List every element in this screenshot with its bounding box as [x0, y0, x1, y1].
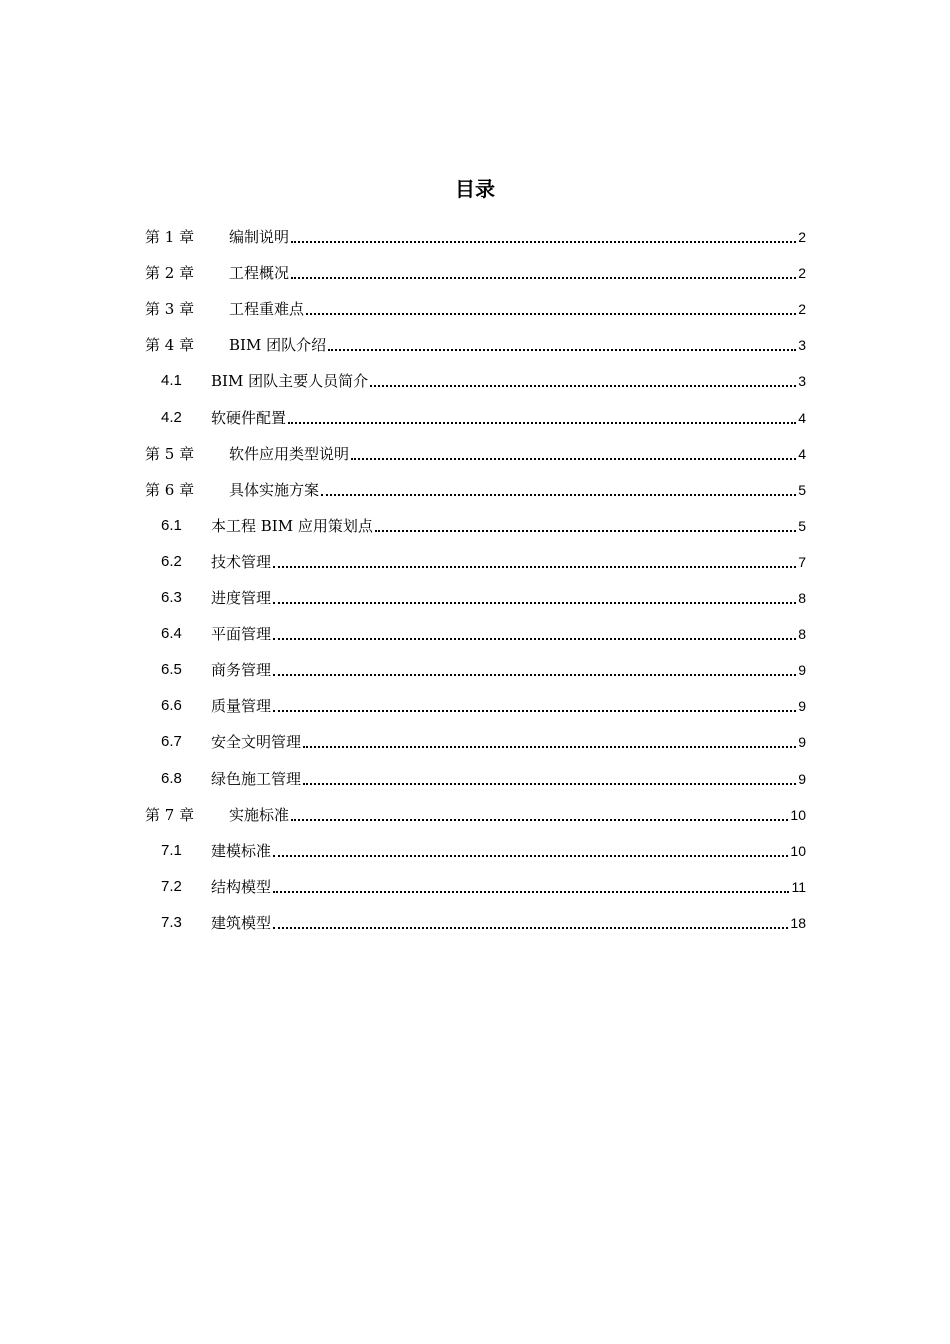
- toc-entry-number: 第 1 章: [145, 228, 195, 247]
- toc-entry-page: 3: [798, 337, 806, 354]
- toc-dot-leader: [273, 710, 796, 712]
- toc-list: [145, 211, 806, 933]
- toc-entry[interactable]: [145, 572, 806, 608]
- toc-entry-number: 7.1: [161, 841, 182, 859]
- toc-entry-page: 8: [798, 626, 806, 643]
- toc-entry-title: 软硬件配置: [211, 408, 287, 427]
- toc-dot-leader: [321, 494, 796, 496]
- toc-entry-page: 10: [790, 842, 806, 859]
- toc-entry-page: 5: [798, 517, 806, 534]
- toc-dot-leader: [291, 819, 788, 821]
- toc-entry-page: 9: [798, 698, 806, 715]
- toc-entry-title: 结构模型: [211, 877, 272, 896]
- toc-entry-number: 第 6 章: [145, 480, 195, 499]
- toc-entry-number: 6.2: [161, 552, 182, 570]
- toc-dot-leader: [370, 385, 796, 387]
- toc-entry[interactable]: [145, 680, 806, 716]
- toc-entry-page: 4: [798, 445, 806, 462]
- toc-dot-leader: [288, 422, 796, 424]
- toc-entry-page: 18: [790, 914, 806, 931]
- toc-entry[interactable]: [145, 211, 806, 247]
- toc-entry[interactable]: [145, 536, 806, 572]
- toc-entry[interactable]: [145, 897, 806, 933]
- toc-entry-title: 实施标准: [229, 805, 290, 824]
- toc-entry-title: 绿色施工管理: [211, 769, 302, 788]
- toc-entry-title: 建筑模型: [211, 913, 272, 932]
- toc-entry-number: 第 7 章: [145, 805, 195, 824]
- toc-title: 目录: [455, 177, 495, 201]
- toc-entry-title: 平面管理: [211, 625, 272, 644]
- toc-entry-number: 6.7: [161, 733, 182, 751]
- toc-entry[interactable]: [145, 319, 806, 355]
- toc-entry-page: 5: [798, 481, 806, 498]
- toc-entry[interactable]: [145, 355, 806, 391]
- toc-entry[interactable]: [145, 644, 806, 680]
- toc-dot-leader: [291, 277, 796, 279]
- toc-entry-title: 软件应用类型说明: [229, 444, 350, 463]
- toc-entry-number: 4.2: [161, 408, 182, 426]
- toc-entry-title: 质量管理: [211, 697, 272, 716]
- toc-dot-leader: [375, 530, 796, 532]
- toc-entry[interactable]: [145, 861, 806, 897]
- toc-entry-page: 9: [798, 770, 806, 787]
- toc-dot-leader: [273, 855, 788, 857]
- toc-entry-title: 商务管理: [211, 661, 272, 680]
- toc-entry-page: 2: [798, 229, 806, 246]
- toc-entry-page: 2: [798, 301, 806, 318]
- toc-entry-number: 6.1: [161, 516, 182, 534]
- toc-entry-page: 10: [790, 806, 806, 823]
- toc-entry-number: 第 3 章: [145, 300, 195, 319]
- toc-entry-title: 工程概况: [229, 264, 290, 283]
- toc-entry-number: 第 5 章: [145, 444, 195, 463]
- toc-dot-leader: [351, 458, 796, 460]
- toc-entry-page: 9: [798, 662, 806, 679]
- toc-dot-leader: [273, 674, 796, 676]
- toc-entry[interactable]: [145, 716, 806, 752]
- toc-entry[interactable]: [145, 247, 806, 283]
- toc-entry-title: 本工程 BIM 应用策划点: [211, 516, 373, 535]
- toc-entry-number: 6.6: [161, 697, 182, 715]
- toc-entry-title: 工程重难点: [229, 300, 305, 319]
- toc-dot-leader: [273, 927, 788, 929]
- toc-entry-number: 4.1: [161, 372, 182, 390]
- toc-entry-page: 8: [798, 590, 806, 607]
- toc-dot-leader: [273, 566, 796, 568]
- toc-entry[interactable]: [145, 428, 806, 464]
- toc-entry-page: 4: [798, 409, 806, 426]
- toc-entry-number: 第 2 章: [145, 264, 195, 283]
- toc-entry[interactable]: [145, 500, 806, 536]
- toc-entry[interactable]: [145, 283, 806, 319]
- toc-entry[interactable]: [145, 752, 806, 788]
- toc-entry-page: 9: [798, 734, 806, 751]
- toc-entry[interactable]: [145, 608, 806, 644]
- toc-dot-leader: [291, 241, 796, 243]
- toc-entry-number: 6.8: [161, 769, 182, 787]
- toc-entry-number: 7.2: [161, 877, 182, 895]
- toc-entry[interactable]: [145, 789, 806, 825]
- toc-entry[interactable]: [145, 464, 806, 500]
- toc-entry-page: 2: [798, 265, 806, 282]
- toc-entry-title: BIM 团队主要人员简介: [211, 372, 369, 391]
- toc-entry-number: 6.4: [161, 625, 182, 643]
- toc-entry-page: 7: [798, 553, 806, 570]
- toc-entry-number: 6.3: [161, 589, 182, 607]
- toc-dot-leader: [273, 891, 789, 893]
- toc-dot-leader: [306, 313, 796, 315]
- toc-entry-title: 技术管理: [211, 552, 272, 571]
- toc-dot-leader: [328, 349, 796, 351]
- toc-entry-title: BIM 团队介绍: [229, 336, 327, 355]
- toc-dot-leader: [273, 638, 796, 640]
- toc-entry-title: 建模标准: [211, 841, 272, 860]
- toc-entry-page: 11: [791, 878, 806, 895]
- toc-dot-leader: [273, 602, 796, 604]
- toc-entry-title: 具体实施方案: [229, 480, 320, 499]
- toc-entry[interactable]: [145, 391, 806, 427]
- toc-entry[interactable]: [145, 825, 806, 861]
- toc-entry-number: 第 4 章: [145, 336, 195, 355]
- toc-dot-leader: [303, 746, 796, 748]
- toc-entry-title: 安全文明管理: [211, 733, 302, 752]
- toc-entry-number: 7.3: [161, 913, 182, 931]
- toc-entry-title: 进度管理: [211, 589, 272, 608]
- toc-entry-title: 编制说明: [229, 228, 290, 247]
- toc-entry-number: 6.5: [161, 661, 182, 679]
- toc-dot-leader: [303, 783, 796, 785]
- toc-entry-page: 3: [798, 373, 806, 390]
